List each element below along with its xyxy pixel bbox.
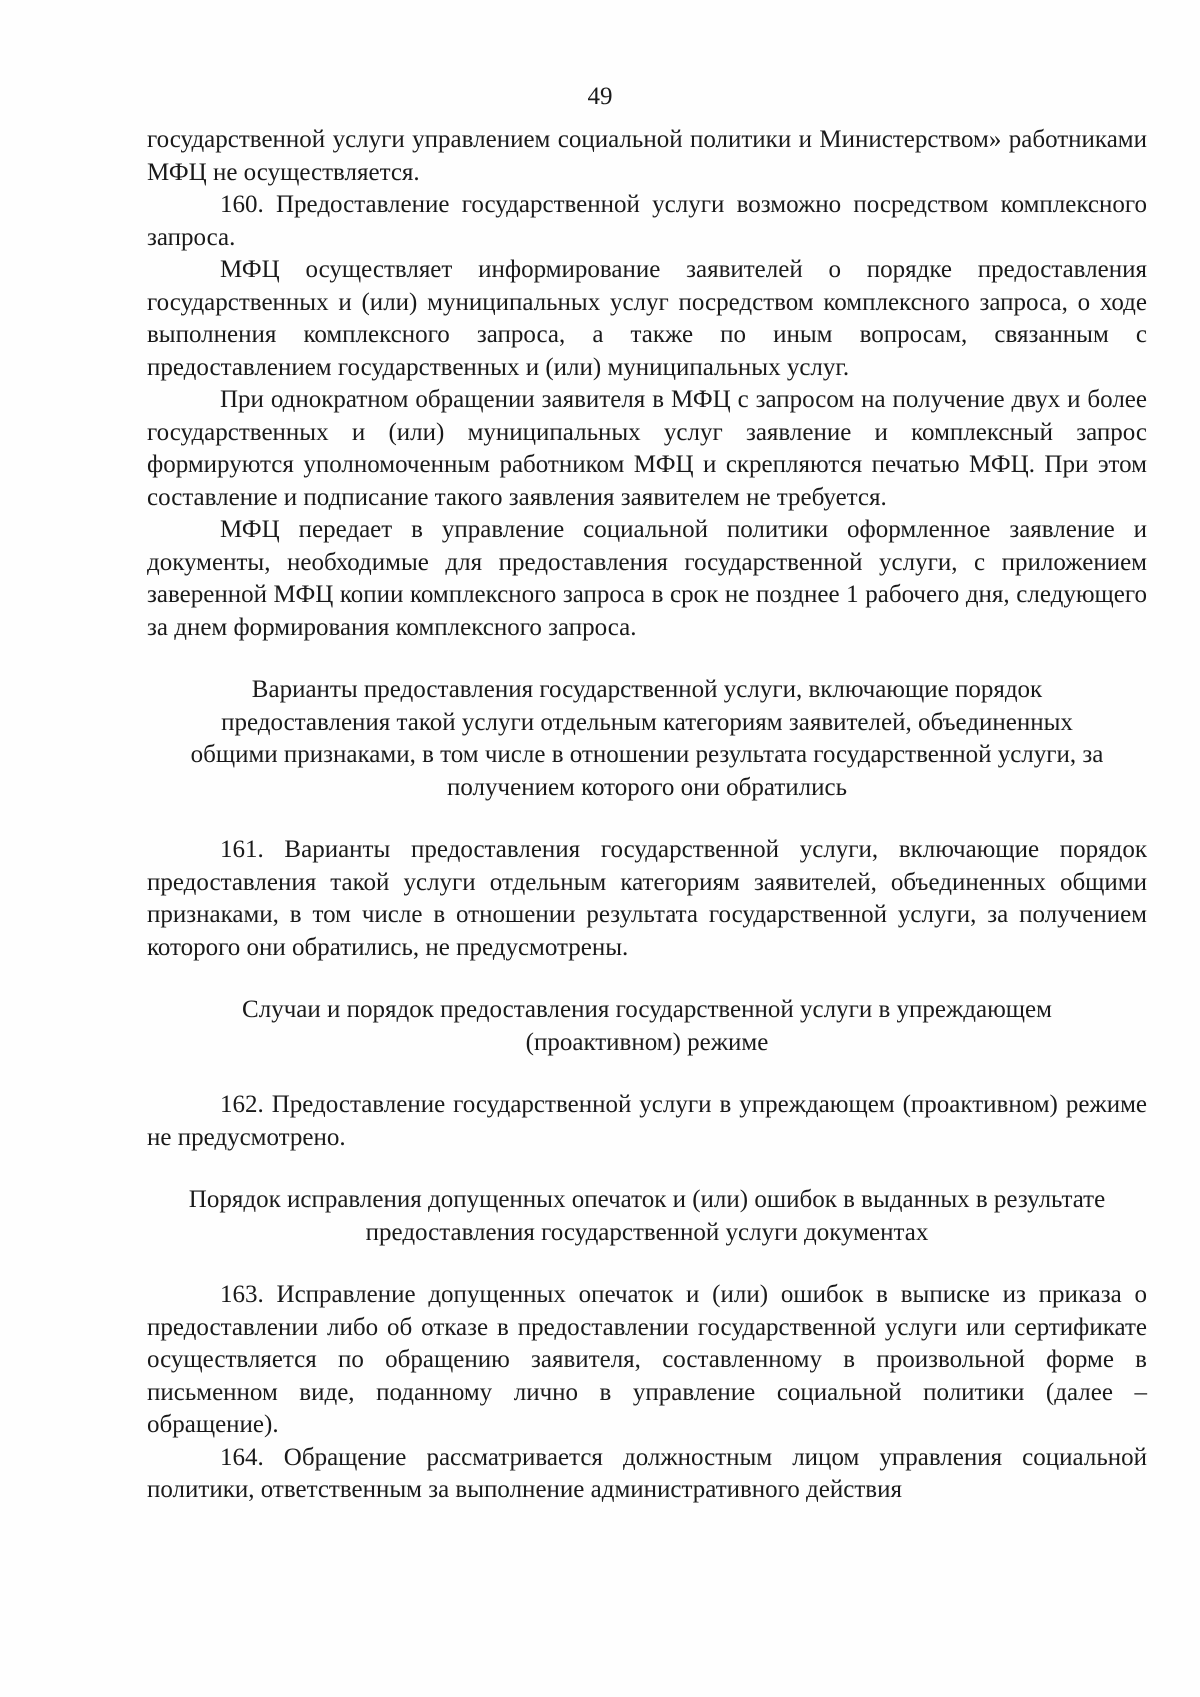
paragraph-164: 164. Обращение рассматривается должностным лицом управления социальной политики, ответственным за выполнение административного действия [147, 1443, 1147, 1503]
section-heading-variants: Варианты предоставления государственной услуги, включающие порядок предоставления такой услуги отдельным категориям заявителей, объединенных общими признаками, в том числе в отношении результата государственной услуги, за получением которого они обратились [190, 676, 1104, 801]
section-heading-proactive: Случаи и порядок предоставления государственной услуги в упреждающем (проактивном) режиме [242, 996, 1052, 1056]
page-number: 49 [587, 83, 613, 110]
paragraph-mfc-transfer: МФЦ передает в управление социальной политики оформленное заявление и документы, необходимые для предоставления государственной услуги, с приложением заверенной МФЦ копии комплексного запроса в срок не позднее 1 рабочего дня, следующего за днем формирования комплексного запроса. [147, 516, 1147, 641]
paragraph-continuation: государственной услуги управлением социальной политики и Министерством» работниками МФЦ не осуществляется. [147, 126, 1147, 186]
paragraph-163: 163. Исправление допущенных опечаток и (или) ошибок в выписке из приказа о предоставлении либо об отказе в предоставлении государственной услуги или сертификате осуществляется по обращению заявителя, составленному в произвольной форме в письменном виде, поданному лично в управление социальной политики (далее – обращение). [147, 1281, 1147, 1438]
paragraph-162: 162. Предоставление государственной услуги в упреждающем (проактивном) режиме не предусмотрено. [147, 1091, 1147, 1151]
document-body [147, 124, 1147, 1507]
paragraph-mfc-informing: МФЦ осуществляет информирование заявителей о порядке предоставления государственных и (или) муниципальных услуг посредством комплексного запроса, о ходе выполнения комплексного запроса, а также по иным вопросам, связанным с предоставлением государственных и (или) муниципальных услуг. [147, 256, 1147, 381]
paragraph-160: 160. Предоставление государственной услуги возможно посредством комплексного запроса. [147, 191, 1147, 251]
section-heading-corrections: Порядок исправления допущенных опечаток и (или) ошибок в выданных в результате предоставления государственной услуги документах [188, 1186, 1106, 1246]
paragraph-single-request: При однократном обращении заявителя в МФЦ с запросом на получение двух и более государственных и (или) муниципальных услуг заявление и комплексный запрос формируются уполномоченным работником МФЦ и скрепляются печатью МФЦ. При этом составление и подписание такого заявления заявителем не требуется. [147, 386, 1147, 511]
paragraph-161: 161. Варианты предоставления государственной услуги, включающие порядок предоставления такой услуги отдельным категориям заявителей, объединенных общими признаками, в том числе в отношении результата государственной услуги, за получением которого они обратились, не предусмотрены. [147, 836, 1147, 961]
